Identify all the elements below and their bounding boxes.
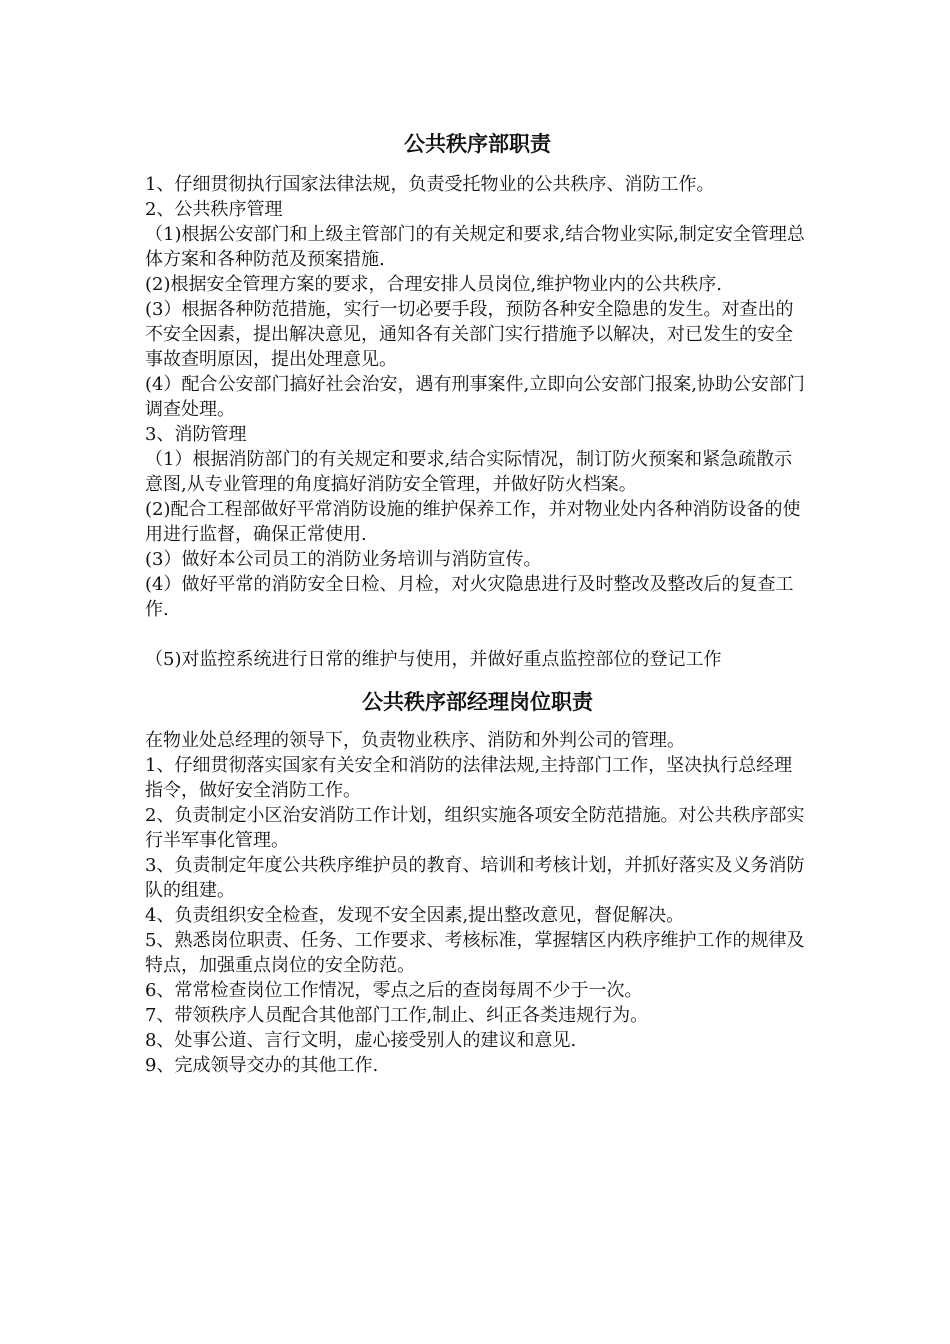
section2-paragraph-3: 2、负责制定小区治安消防工作计划，组织实施各项安全防范措施。对公共秩序部实行半军事化管理。 [145, 805, 805, 851]
section1-paragraph-9: (2)配合工程部做好平常消防设施的维护保养工作，并对物业处内各种消防设备的使用进行监督，确保正常使用. [145, 499, 801, 545]
section1-extra-paragraph: （5)对监控系统进行日常的维护与使用，并做好重点监控部位的登记工作 [145, 649, 722, 670]
section1-paragraph-7: 3、消防管理 [145, 424, 247, 445]
section2-paragraph-7: 6、常常检查岗位工作情况，零点之后的查岗每周不少于一次。 [145, 980, 643, 1001]
section1-paragraph-3: （1)根据公安部门和上级主管部门的有关规定和要求,结合物业实际,制定安全管理总体方案和各种防范及预案措施. [145, 224, 805, 270]
section1-paragraph-11: (4）做好平常的消防安全日检、月检，对火灾隐患进行及时整改及整改后的复查工作. [145, 574, 794, 620]
section1-paragraph-5: (3）根据各种防范措施，实行一切必要手段，预防各种安全隐患的发生。对查出的不安全因素，提出解决意见，通知各有关部门实行措施予以解决，对已发生的安全事故查明原因，提出处理意见。 [145, 299, 794, 370]
section1-paragraph-8: （1）根据消防部门的有关规定和要求,结合实际情况，制订防火预案和紧急疏散示意图,从专业管理的角度搞好消防安全管理，并做好防火档案。 [145, 449, 793, 495]
section1-title: 公共秩序部职责 [404, 131, 551, 156]
section2-paragraph-5: 4、负责组织安全检查，发现不安全因素,提出整改意见，督促解决。 [145, 905, 685, 926]
section2-paragraph-4: 3、负责制定年度公共秩序维护员的教育、培训和考核计划，并抓好落实及义务消防队的组建。 [145, 855, 805, 901]
section2-paragraph-2: 1、仔细贯彻落实国家有关安全和消防的法律法规,主持部门工作，坚决执行总经理指令，做好安全消防工作。 [145, 755, 793, 801]
section1-paragraph-1: 1、仔细贯彻执行国家法律法规，负责受托物业的公共秩序、消防工作。 [145, 174, 715, 195]
section1-paragraph-2: 2、公共秩序管理 [145, 199, 283, 220]
blank-line [145, 622, 810, 647]
section1-paragraph-6: (4）配合公安部门搞好社会治安，遇有刑事案件,立即向公安部门报案,协助公安部门调查处理。 [145, 374, 805, 420]
document-page [145, 128, 810, 1078]
section2-title: 公共秩序部经理岗位职责 [362, 689, 593, 714]
section1-paragraph-10: (3）做好本公司员工的消防业务培训与消防宣传。 [145, 549, 542, 570]
section1-paragraph-4: (2)根据安全管理方案的要求，合理安排人员岗位,维护物业内的公共秩序. [145, 274, 722, 295]
section2-paragraph-10: 9、完成领导交办的其他工作. [145, 1055, 379, 1076]
section2-paragraph-9: 8、处事公道、言行文明，虚心接受别人的建议和意见. [145, 1030, 577, 1051]
section2-paragraph-6: 5、熟悉岗位职责、任务、工作要求、考核标准，掌握辖区内秩序维护工作的规律及特点，加强重点岗位的安全防范。 [145, 930, 805, 976]
section2-paragraph-8: 7、带领秩序人员配合其他部门工作,制止、纠正各类违规行为。 [145, 1005, 649, 1026]
section2-paragraph-1: 在物业处总经理的领导下，负责物业秩序、消防和外判公司的管理。 [145, 730, 685, 751]
